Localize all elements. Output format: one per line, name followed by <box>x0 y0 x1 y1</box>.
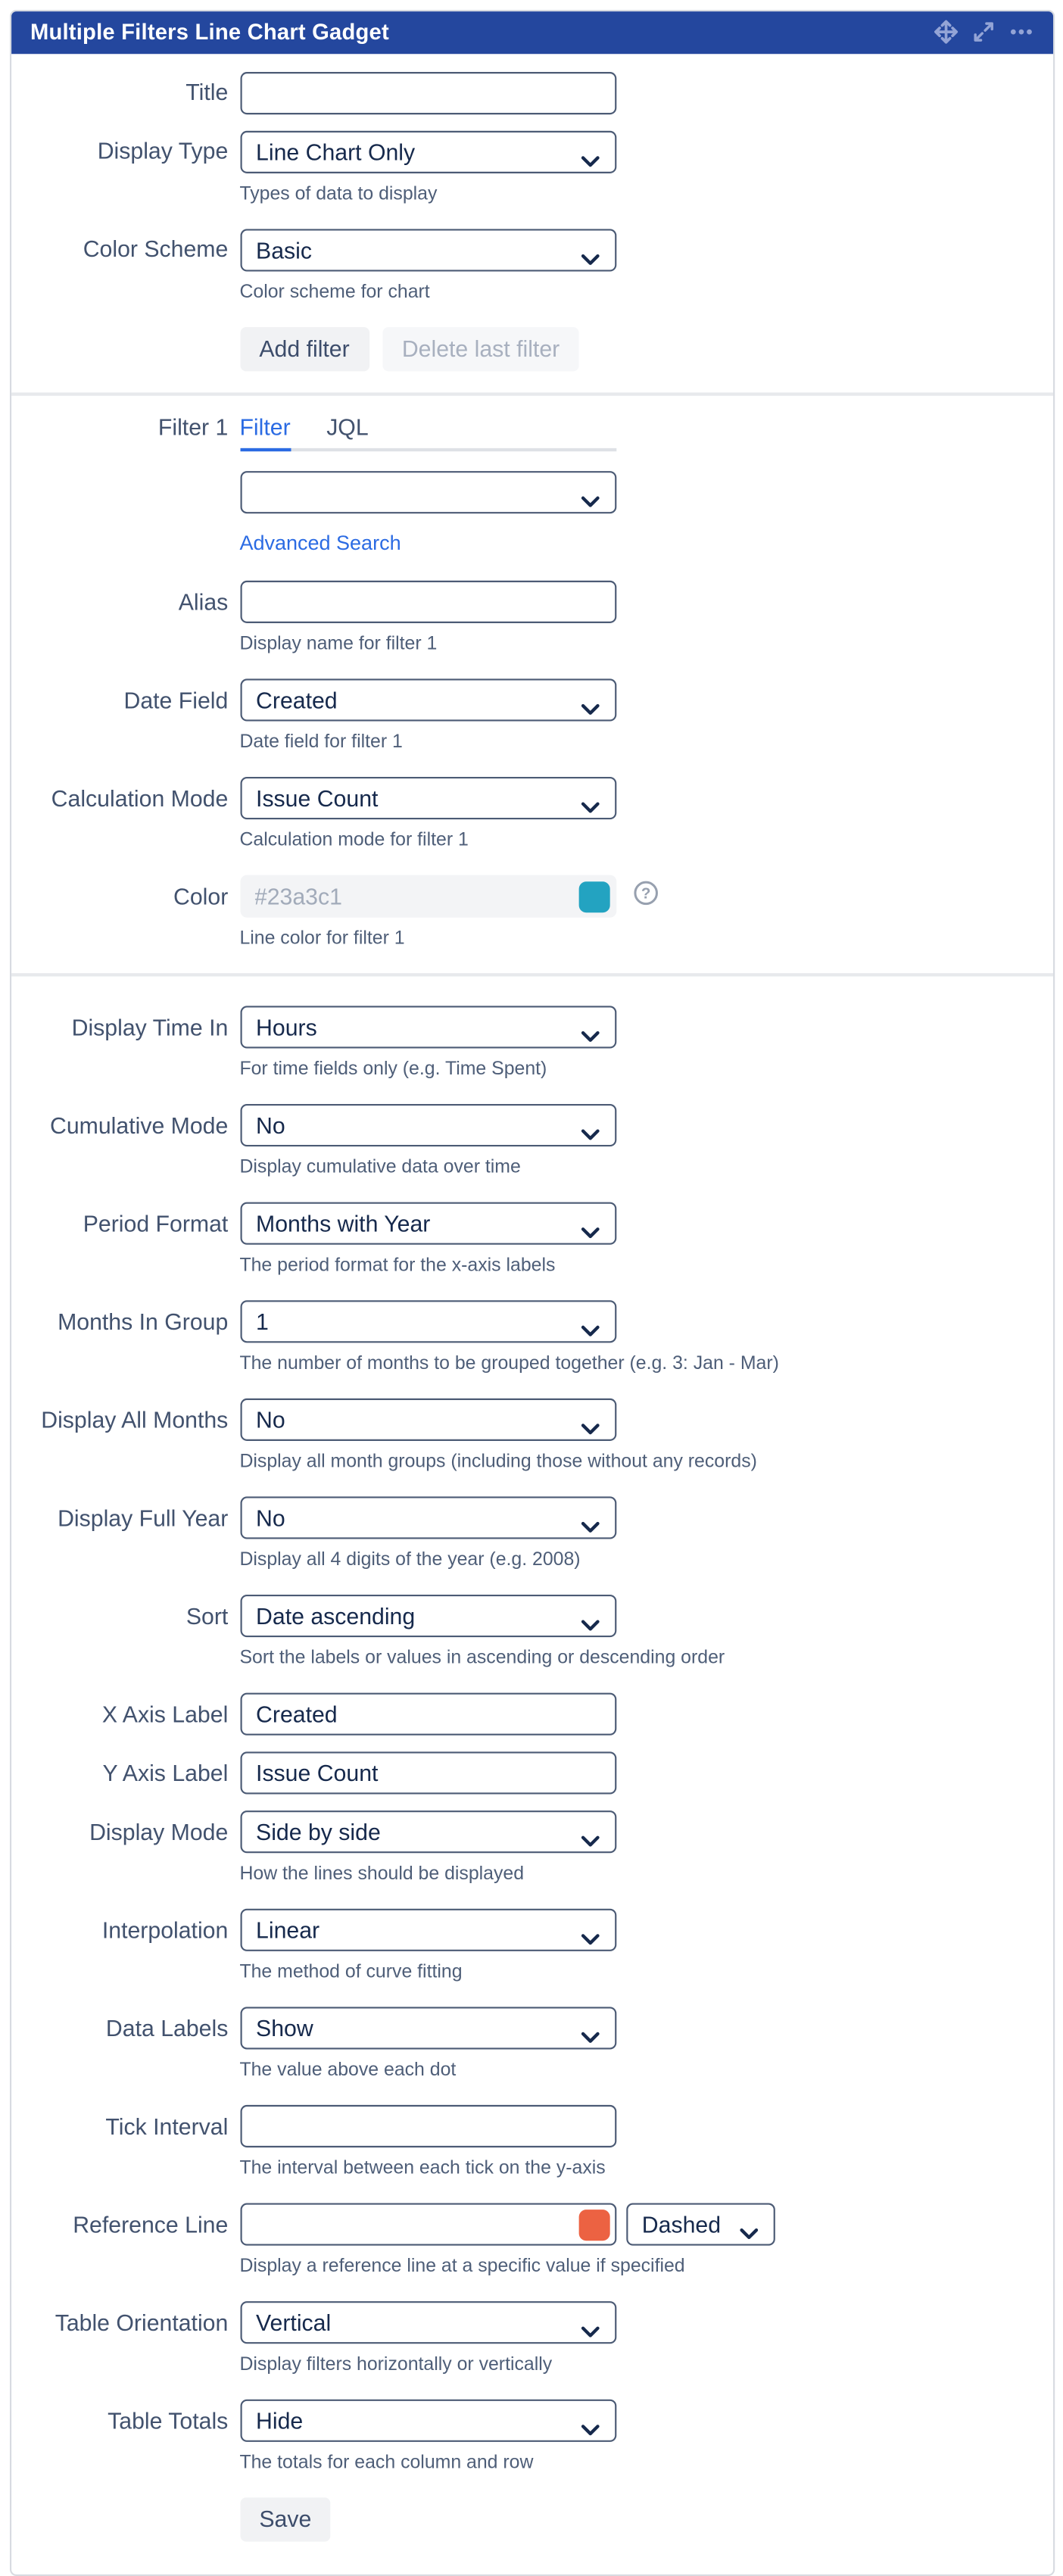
move-icon[interactable] <box>933 20 957 44</box>
display-mode-label: Display Mode <box>89 1817 229 1845</box>
interpolation-help: The method of curve fitting <box>239 1963 463 1982</box>
chevron-down-icon <box>580 695 600 722</box>
period-format-row <box>11 1202 1052 1276</box>
display-mode-help: How the lines should be displayed <box>239 1864 525 1885</box>
display-type-label: Display Type <box>97 137 229 164</box>
display-full-year-help: Display all 4 digits of the year (e.g. 2008) <box>239 1550 581 1570</box>
table-totals-row <box>11 2400 1052 2473</box>
table-totals-help: The totals for each column and row <box>239 2453 534 2473</box>
display-type-help: Types of data to display <box>239 184 438 204</box>
display-type-row <box>11 130 1052 204</box>
more-icon[interactable] <box>1008 20 1033 44</box>
table-orientation-label: Table Orientation <box>55 2308 229 2335</box>
tick-interval-input[interactable] <box>239 2105 616 2147</box>
color-input[interactable] <box>239 875 616 918</box>
display-mode-row <box>11 1810 1052 1884</box>
tick-interval-row <box>11 2105 1052 2178</box>
date-field-help: Date field for filter 1 <box>239 732 403 753</box>
title-input[interactable] <box>239 71 616 114</box>
chevron-down-icon <box>580 2318 600 2344</box>
months-in-group-label: Months In Group <box>58 1307 229 1334</box>
y-axis-label-input[interactable] <box>239 1751 616 1794</box>
table-orientation-select[interactable]: Vertical <box>239 2301 616 2344</box>
chevron-down-icon <box>580 488 600 514</box>
y-axis-label-row <box>11 1751 1052 1794</box>
display-all-months-help: Display all month groups (including those without any records) <box>239 1452 757 1473</box>
alias-row <box>11 581 1052 654</box>
table-orientation-row <box>11 2301 1052 2375</box>
reference-line-row <box>11 2203 1052 2277</box>
interpolation-row <box>11 1909 1052 1982</box>
table-totals-select[interactable]: Hide <box>239 2400 616 2442</box>
sort-help: Sort the labels or values in ascending or descending order <box>239 1648 725 1669</box>
sort-label: Sort <box>185 1601 229 1629</box>
tick-interval-label: Tick Interval <box>105 2112 229 2139</box>
color-scheme-help: Color scheme for chart <box>239 282 430 302</box>
chevron-down-icon <box>580 1414 600 1441</box>
calculation-mode-select[interactable]: Issue Count <box>239 777 616 819</box>
data-labels-help: The value above each dot <box>239 2060 457 2081</box>
expand-icon[interactable] <box>972 21 993 42</box>
y-axis-label-label: Y Axis Label <box>102 1759 229 1785</box>
gadget-header <box>11 11 1052 53</box>
sort-select[interactable]: Date ascending <box>239 1595 616 1637</box>
save-button[interactable]: Save <box>239 2497 331 2541</box>
filter-select[interactable] <box>239 471 616 513</box>
title-row <box>11 71 1052 114</box>
reference-line-style-select[interactable]: Dashed <box>625 2203 775 2246</box>
color-swatch[interactable] <box>578 881 609 912</box>
add-filter-button[interactable]: Add filter <box>239 326 369 370</box>
alias-input[interactable] <box>239 581 616 623</box>
chevron-down-icon <box>580 1022 600 1049</box>
advanced-search-link[interactable]: Advanced Search <box>239 532 401 555</box>
reference-line-help: Display a reference line at a specific value if specified <box>239 2256 685 2277</box>
x-axis-label-row <box>11 1693 1052 1736</box>
reference-line-label: Reference Line <box>73 2210 229 2237</box>
display-all-months-row <box>11 1399 1052 1472</box>
chevron-down-icon <box>580 146 600 173</box>
chevron-down-icon <box>580 2415 600 2442</box>
x-axis-label-label: X Axis Label <box>101 1700 229 1726</box>
months-in-group-select[interactable]: 1 <box>239 1300 616 1343</box>
display-all-months-select[interactable]: No <box>239 1399 616 1441</box>
display-time-in-select[interactable]: Hours <box>239 1006 616 1048</box>
sort-row <box>11 1595 1052 1668</box>
display-time-in-help: For time fields only (e.g. Time Spent) <box>239 1059 547 1080</box>
calculation-mode-help: Calculation mode for filter 1 <box>239 831 469 851</box>
reference-line-input[interactable] <box>239 2203 616 2246</box>
chevron-down-icon <box>580 1121 600 1147</box>
date-field-label: Date Field <box>123 686 229 713</box>
date-field-row <box>11 678 1052 752</box>
display-full-year-label: Display Full Year <box>58 1504 229 1530</box>
color-scheme-label: Color Scheme <box>83 235 229 262</box>
tab-track <box>239 448 616 451</box>
chevron-down-icon <box>580 794 600 820</box>
data-labels-row <box>11 2007 1052 2080</box>
months-in-group-row <box>11 1300 1052 1374</box>
chevron-down-icon <box>580 1218 600 1245</box>
cumulative-mode-help: Display cumulative data over time <box>239 1158 521 1178</box>
x-axis-label-input[interactable] <box>239 1693 616 1736</box>
color-scheme-row <box>11 228 1052 301</box>
filter1-label: Filter 1 <box>157 413 229 439</box>
cumulative-mode-select[interactable]: No <box>239 1104 616 1146</box>
period-format-help: The period format for the x-axis labels <box>239 1255 556 1276</box>
period-format-label: Period Format <box>83 1209 229 1236</box>
calculation-mode-label: Calculation Mode <box>51 784 229 811</box>
date-field-select[interactable]: Created <box>239 678 616 721</box>
tab-filter[interactable]: Filter <box>239 413 291 439</box>
display-full-year-row <box>11 1496 1052 1570</box>
active-tab-indicator <box>239 448 290 451</box>
table-totals-label: Table Totals <box>108 2406 229 2434</box>
data-labels-select[interactable]: Show <box>239 2007 616 2049</box>
display-mode-select[interactable]: Side by side <box>239 1810 616 1853</box>
color-scheme-select[interactable]: Basic <box>239 228 616 270</box>
chevron-down-icon <box>580 1317 600 1343</box>
interpolation-label: Interpolation <box>101 1916 229 1942</box>
section-divider <box>11 973 1052 976</box>
gadget-card <box>9 9 1054 2576</box>
months-in-group-help: The number of months to be grouped together (e.g. 3: Jan - Mar) <box>239 1354 779 1374</box>
display-full-year-select[interactable]: No <box>239 1496 616 1539</box>
period-format-select[interactable]: Months with Year <box>239 1202 616 1245</box>
chevron-down-icon <box>738 2219 758 2246</box>
tab-jql[interactable]: JQL <box>326 413 369 439</box>
alias-label: Alias <box>178 588 229 615</box>
display-time-in-label: Display Time In <box>71 1013 229 1040</box>
tick-interval-help: The interval between each tick on the y-axis <box>239 2159 606 2179</box>
filter1-tabs-row <box>11 413 1052 451</box>
section-divider <box>11 391 1052 395</box>
alias-help: Display name for filter 1 <box>239 635 438 655</box>
display-time-in-row <box>11 1006 1052 1079</box>
color-label: Color <box>173 882 229 909</box>
title-label: Title <box>185 78 229 105</box>
gadget-title: Multiple Filters Line Chart Gadget <box>30 19 389 45</box>
calculation-mode-row <box>11 777 1052 850</box>
table-orientation-help: Display filters horizontally or vertically <box>239 2355 553 2375</box>
chevron-down-icon <box>580 1611 600 1638</box>
display-all-months-label: Display All Months <box>41 1405 229 1433</box>
delete-last-filter-button[interactable]: Delete last filter <box>382 326 579 370</box>
svg-text:?: ? <box>640 884 650 902</box>
interpolation-select[interactable]: Linear <box>239 1909 616 1951</box>
chevron-down-icon <box>580 1925 600 1951</box>
chevron-down-icon <box>580 245 600 271</box>
chevron-down-icon <box>580 2023 600 2050</box>
reference-line-color-swatch[interactable] <box>578 2209 609 2240</box>
cumulative-mode-label: Cumulative Mode <box>50 1111 229 1138</box>
color-help: Line color for filter 1 <box>239 928 405 949</box>
data-labels-label: Data Labels <box>105 2014 229 2041</box>
color-row <box>11 875 1052 949</box>
chevron-down-icon <box>580 1827 600 1854</box>
cumulative-mode-row <box>11 1104 1052 1177</box>
help-icon[interactable] <box>632 879 659 913</box>
filter-select-row <box>239 471 1052 513</box>
display-type-select[interactable]: Line Chart Only <box>239 130 616 173</box>
chevron-down-icon <box>580 1513 600 1539</box>
